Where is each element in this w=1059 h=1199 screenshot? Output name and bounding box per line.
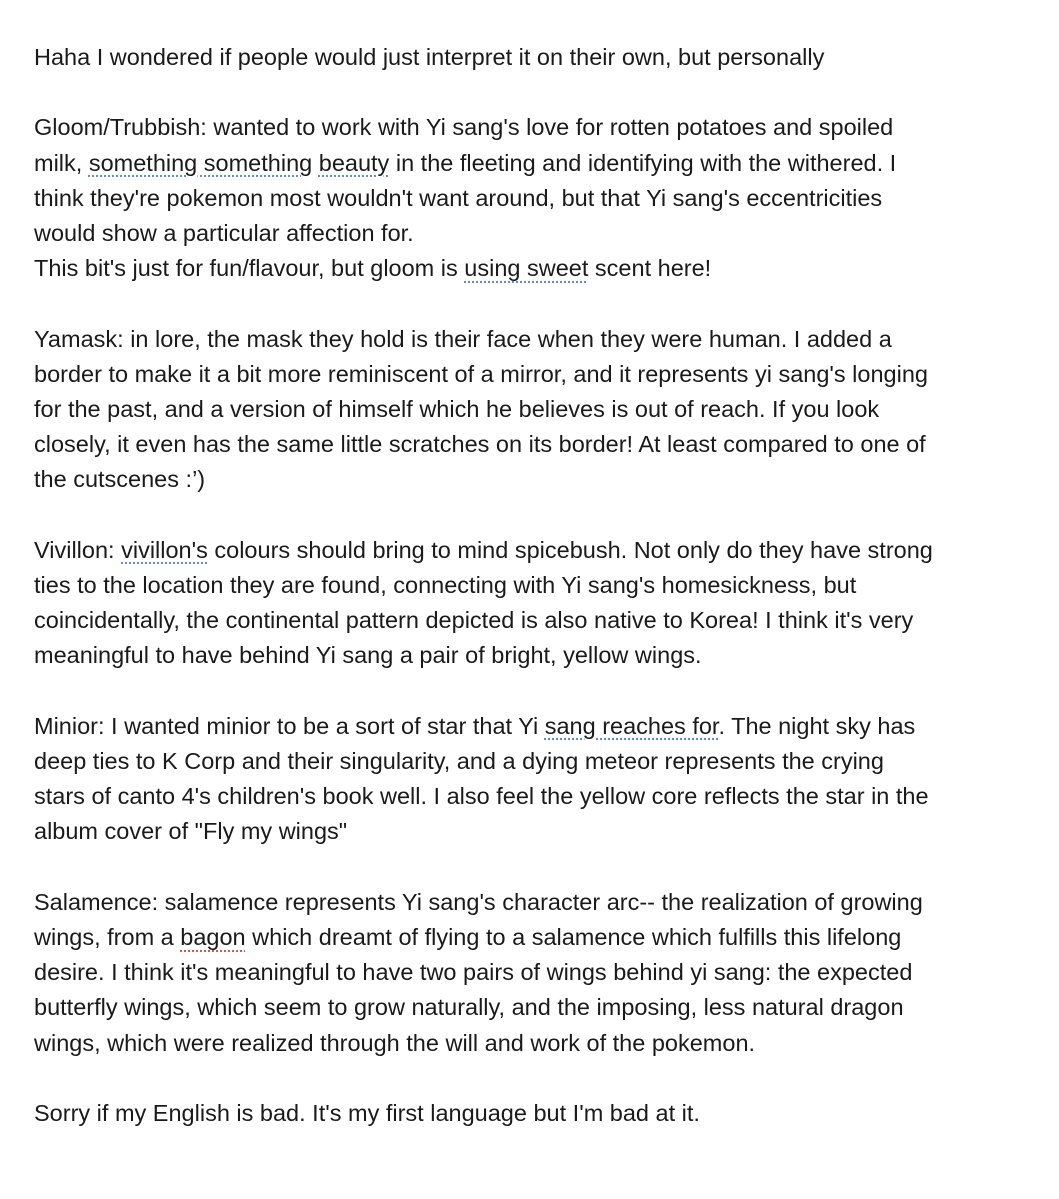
text-line: Yamask: in lore, the mask they hold is their face when they were human. I added a	[34, 325, 892, 352]
text-line: desire. I think it's meaningful to have two pairs of wings behind yi sang: the expected	[34, 959, 913, 986]
text-line: Gloom/Trubbish: wanted to work with Yi sang's love for rotten potatoes and spoiled	[34, 114, 894, 141]
paragraph-yamask	[34, 322, 1034, 498]
text-line: think they're pokemon most wouldn't want around, but that Yi sang's eccentricities	[34, 184, 883, 211]
text-line: would show a particular affection for.	[34, 220, 414, 246]
text-line: border to make it a bit more reminiscent of a mirror, and it represents yi sang's longing	[34, 360, 928, 387]
text-line: coincidentally, the continental pattern depicted is also native to Korea! I think it's very	[34, 607, 914, 634]
grammar-suggestion[interactable]: beauty	[318, 149, 390, 176]
text-segment: milk,	[34, 149, 89, 176]
grammar-suggestion[interactable]: vivillon's	[121, 536, 208, 563]
text-segment: . The night sky has	[718, 712, 916, 739]
text-line: closely, it even has the same little scratches on its border! At least compared to one of	[34, 431, 926, 458]
text-segment: scent here!	[588, 255, 712, 282]
text-segment: which dreamt of flying to a salamence which fulfills this lifelong	[245, 924, 902, 950]
text-line: the cutscenes :’)	[34, 466, 206, 493]
grammar-suggestion[interactable]: sang reaches for	[544, 712, 719, 739]
text-line	[34, 251, 1034, 286]
paragraph-minior	[34, 709, 1034, 850]
text-segment: Minior: I wanted minior to be a sort of star that Yi	[34, 712, 545, 739]
text-line: butterfly wings, which seem to grow naturally, and the imposing, less natural dragon	[34, 994, 904, 1021]
text-line	[34, 533, 1034, 568]
paragraph-vivillon	[34, 533, 1034, 674]
text-segment: colours should bring to mind spicebush. Not only do they have strong	[207, 536, 933, 563]
text-line: Haha I wondered if people would just interpret it on their own, but personally	[34, 44, 825, 70]
text-line	[34, 920, 1034, 955]
text-line: meaningful to have behind Yi sang a pair of bright, yellow wings.	[34, 642, 702, 669]
paragraph-closing	[34, 1096, 1034, 1131]
text-line: wings, which were realized through the will and work of the pokemon.	[34, 1029, 756, 1056]
spelling-error[interactable]: bagon	[180, 924, 246, 950]
text-line: ties to the location they are found, connecting with Yi sang's homesickness, but	[34, 572, 857, 598]
grammar-suggestion[interactable]: using sweet	[464, 255, 589, 282]
text-line: Salamence: salamence represents Yi sang's character arc-- the realization of growing	[34, 888, 923, 915]
text-line: stars of canto 4's children's book well. I also feel the yellow core reflects the star in the	[34, 783, 929, 810]
paragraph-salamence	[34, 885, 1034, 1061]
text-segment: Vivillon:	[34, 536, 122, 563]
text-line: Sorry if my English is bad. It's my first language but I'm bad at it.	[34, 1100, 700, 1126]
paragraph-intro	[34, 40, 1034, 75]
text-line: deep ties to K Corp and their singularity, and a dying meteor represents the crying	[34, 748, 884, 774]
paragraph-gloom-trubbish	[34, 110, 1034, 286]
text-line	[34, 146, 1034, 181]
text-segment: This bit's just for fun/flavour, but gloom is	[34, 255, 465, 282]
grammar-suggestion[interactable]: something something	[88, 149, 313, 176]
document-body	[34, 40, 1034, 1166]
text-line	[34, 709, 1034, 744]
text-line: for the past, and a version of himself which he believes is out of reach. If you look	[34, 396, 880, 422]
text-segment: in the fleeting and identifying with the withered. I	[389, 149, 897, 176]
text-segment: wings, from a	[34, 924, 181, 950]
text-line: album cover of "Fly my wings"	[34, 818, 348, 845]
